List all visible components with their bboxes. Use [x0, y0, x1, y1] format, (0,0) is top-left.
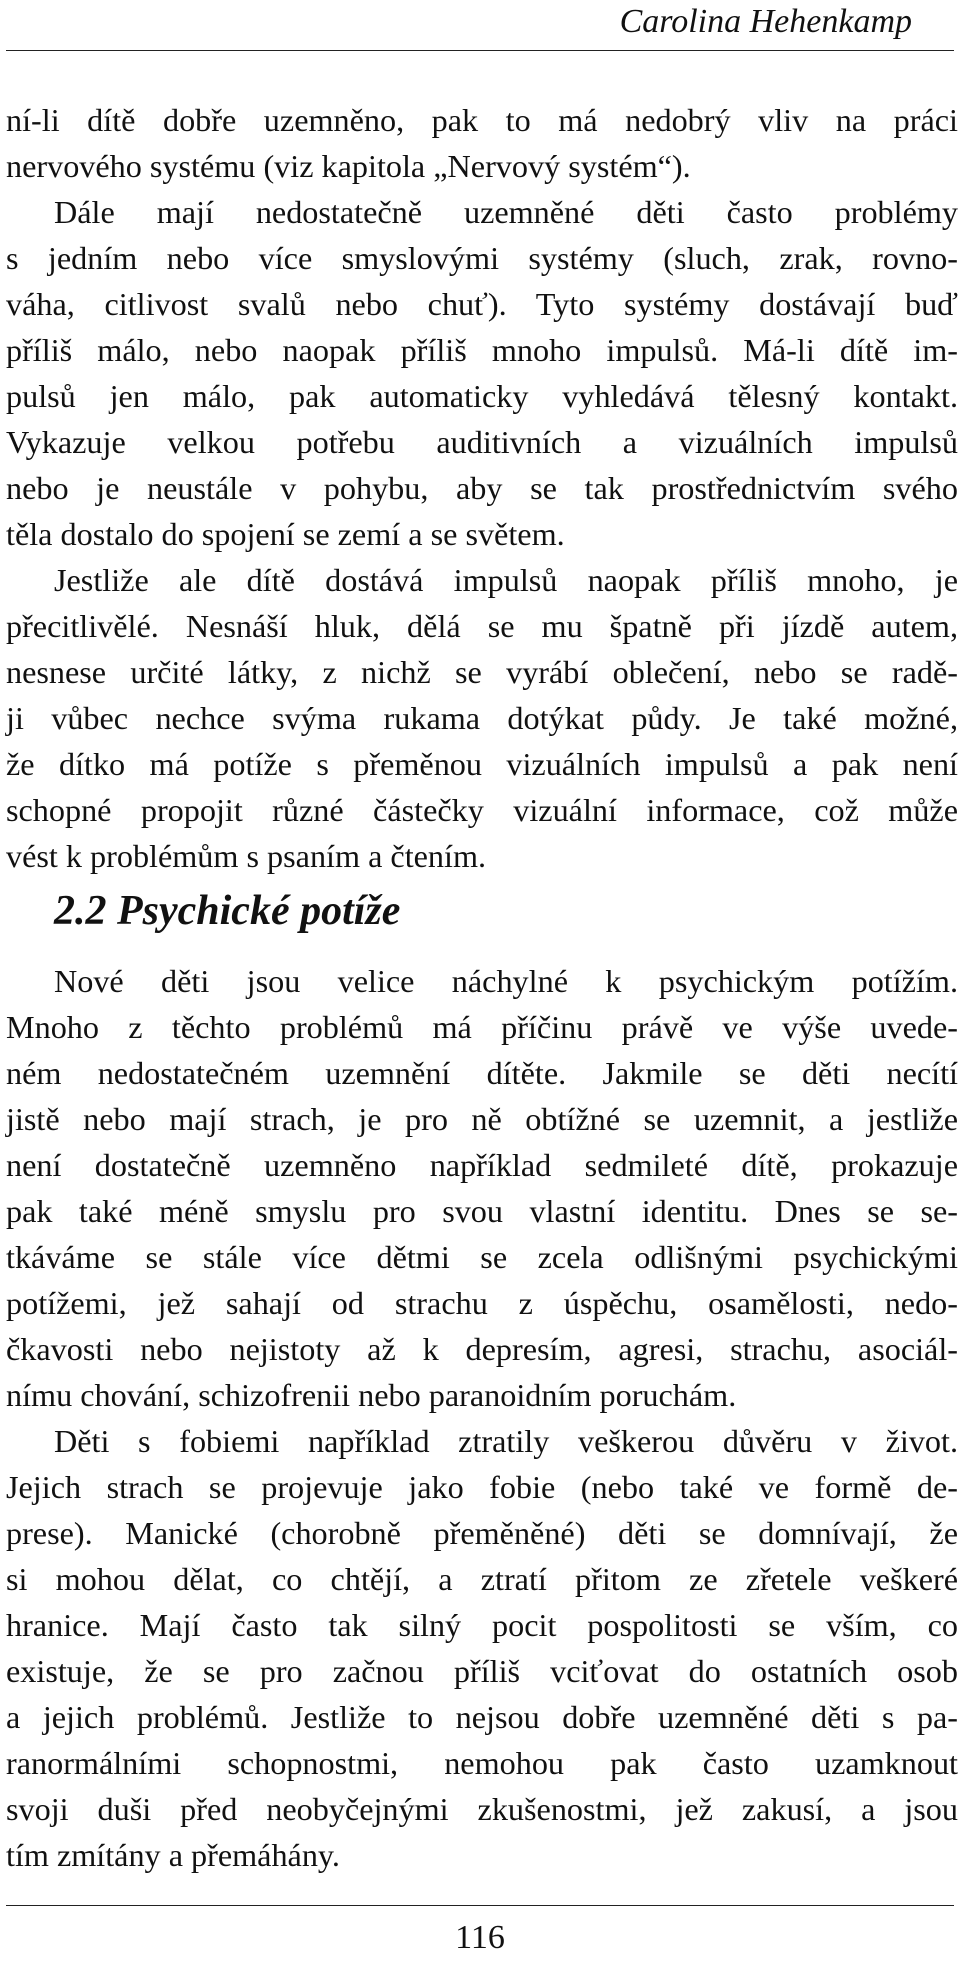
text-line: vést k problémům s psaním a čtením. — [6, 838, 487, 874]
text-line: nervového systému (viz kapitola „Nervový systém“). — [6, 148, 691, 184]
text-line: a jejich problémů. Jestliže to nejsou dobře uzemněné děti s pa- — [6, 1699, 958, 1735]
text-line: potížemi, jež sahají od strachu z úspěchu, osamělosti, nedo- — [6, 1285, 958, 1321]
text-line: Jestliže ale dítě dostává impulsů naopak příliš mnoho, je — [54, 562, 958, 598]
text-line: s jedním nebo více smyslovými systémy (sluch, zrak, rovno- — [6, 240, 958, 276]
running-head: Carolina Hehenkamp — [619, 3, 912, 40]
text-line: hranice. Mají často tak silný pocit pospolitosti se vším, co — [6, 1607, 958, 1643]
text-line: jistě nebo mají strach, je pro ně obtížné se uzemnit, a jestliže — [6, 1101, 958, 1137]
text-line: Vykazuje velkou potřebu auditivních a vizuálních impulsů — [6, 424, 958, 460]
text-line: pulsů jen málo, pak automaticky vyhledává tělesný kontakt. — [6, 378, 958, 414]
page-number: 116 — [455, 1919, 505, 1956]
text-line: těla dostalo do spojení se zemí a se světem. — [6, 516, 565, 552]
text-line: pak také méně smyslu pro svou vlastní identitu. Dnes se se- — [6, 1193, 958, 1229]
text-line: váha, citlivost svalů nebo chuť). Tyto systémy dostávají buď — [6, 286, 958, 322]
text-line: Jejich strach se projevuje jako fobie (nebo také ve formě de- — [6, 1469, 958, 1505]
text-line: tkáváme se stále více dětmi se zcela odlišnými psychickými — [6, 1239, 958, 1275]
text-line: Mnoho z těchto problémů má příčinu právě ve výše uvede- — [6, 1009, 958, 1045]
text-line: čkavosti nebo nejistoty až k depresím, agresi, strachu, asociál- — [6, 1331, 958, 1367]
text-line: existuje, že se pro začnou příliš vciťovat do ostatních osob — [6, 1653, 958, 1689]
text-line: nebo je neustále v pohybu, aby se tak prostřednictvím svého — [6, 470, 958, 506]
text-line: ranormálními schopnostmi, nemohou pak často uzamknout — [6, 1745, 958, 1781]
body-text-block-1 — [6, 97, 958, 879]
text-line: příliš málo, nebo naopak příliš mnoho impulsů. Má-li dítě im- — [6, 332, 958, 368]
header-rule — [6, 50, 954, 51]
body-text-block-2 — [6, 958, 958, 1878]
text-line: Nové děti jsou velice náchylné k psychickým potížím. — [54, 963, 958, 999]
text-line: není dostatečně uzemněno například sedmileté dítě, prokazuje — [6, 1147, 958, 1183]
text-line: nesnese určité látky, z nichž se vyrábí oblečení, nebo se radě- — [6, 654, 958, 690]
text-line: ní-li dítě dobře uzemněno, pak to má nedobrý vliv na práci — [6, 102, 958, 138]
text-line: Děti s fobiemi například ztratily veškerou důvěru v život. — [54, 1423, 958, 1459]
text-line: ném nedostatečném uzemnění dítěte. Jakmile se děti necítí — [6, 1055, 958, 1091]
text-line: Dále mají nedostatečně uzemněné děti často problémy — [54, 194, 958, 230]
text-line: schopné propojit různé částečky vizuální informace, což může — [6, 792, 958, 828]
footer-rule — [6, 1905, 954, 1906]
text-line: ji vůbec nechce svýma rukama dotýkat půdy. Je také možné, — [6, 700, 958, 736]
text-line: prese). Manické (chorobně přeměněné) děti se domnívají, že — [6, 1515, 958, 1551]
section-heading: 2.2 Psychické potíže — [54, 888, 401, 934]
text-line: tím zmítány a přemáhány. — [6, 1837, 340, 1873]
text-line: si mohou dělat, co chtějí, a ztratí přitom ze zřetele veškeré — [6, 1561, 958, 1597]
text-line: přecitlivělé. Nesnáší hluk, dělá se mu špatně při jízdě autem, — [6, 608, 958, 644]
text-line: že dítko má potíže s přeměnou vizuálních impulsů a pak není — [6, 746, 958, 782]
text-line: nímu chování, schizofrenii nebo paranoidním poruchám. — [6, 1377, 737, 1413]
text-line: svoji duši před neobyčejnými zkušenostmi, jež zakusí, a jsou — [6, 1791, 958, 1827]
